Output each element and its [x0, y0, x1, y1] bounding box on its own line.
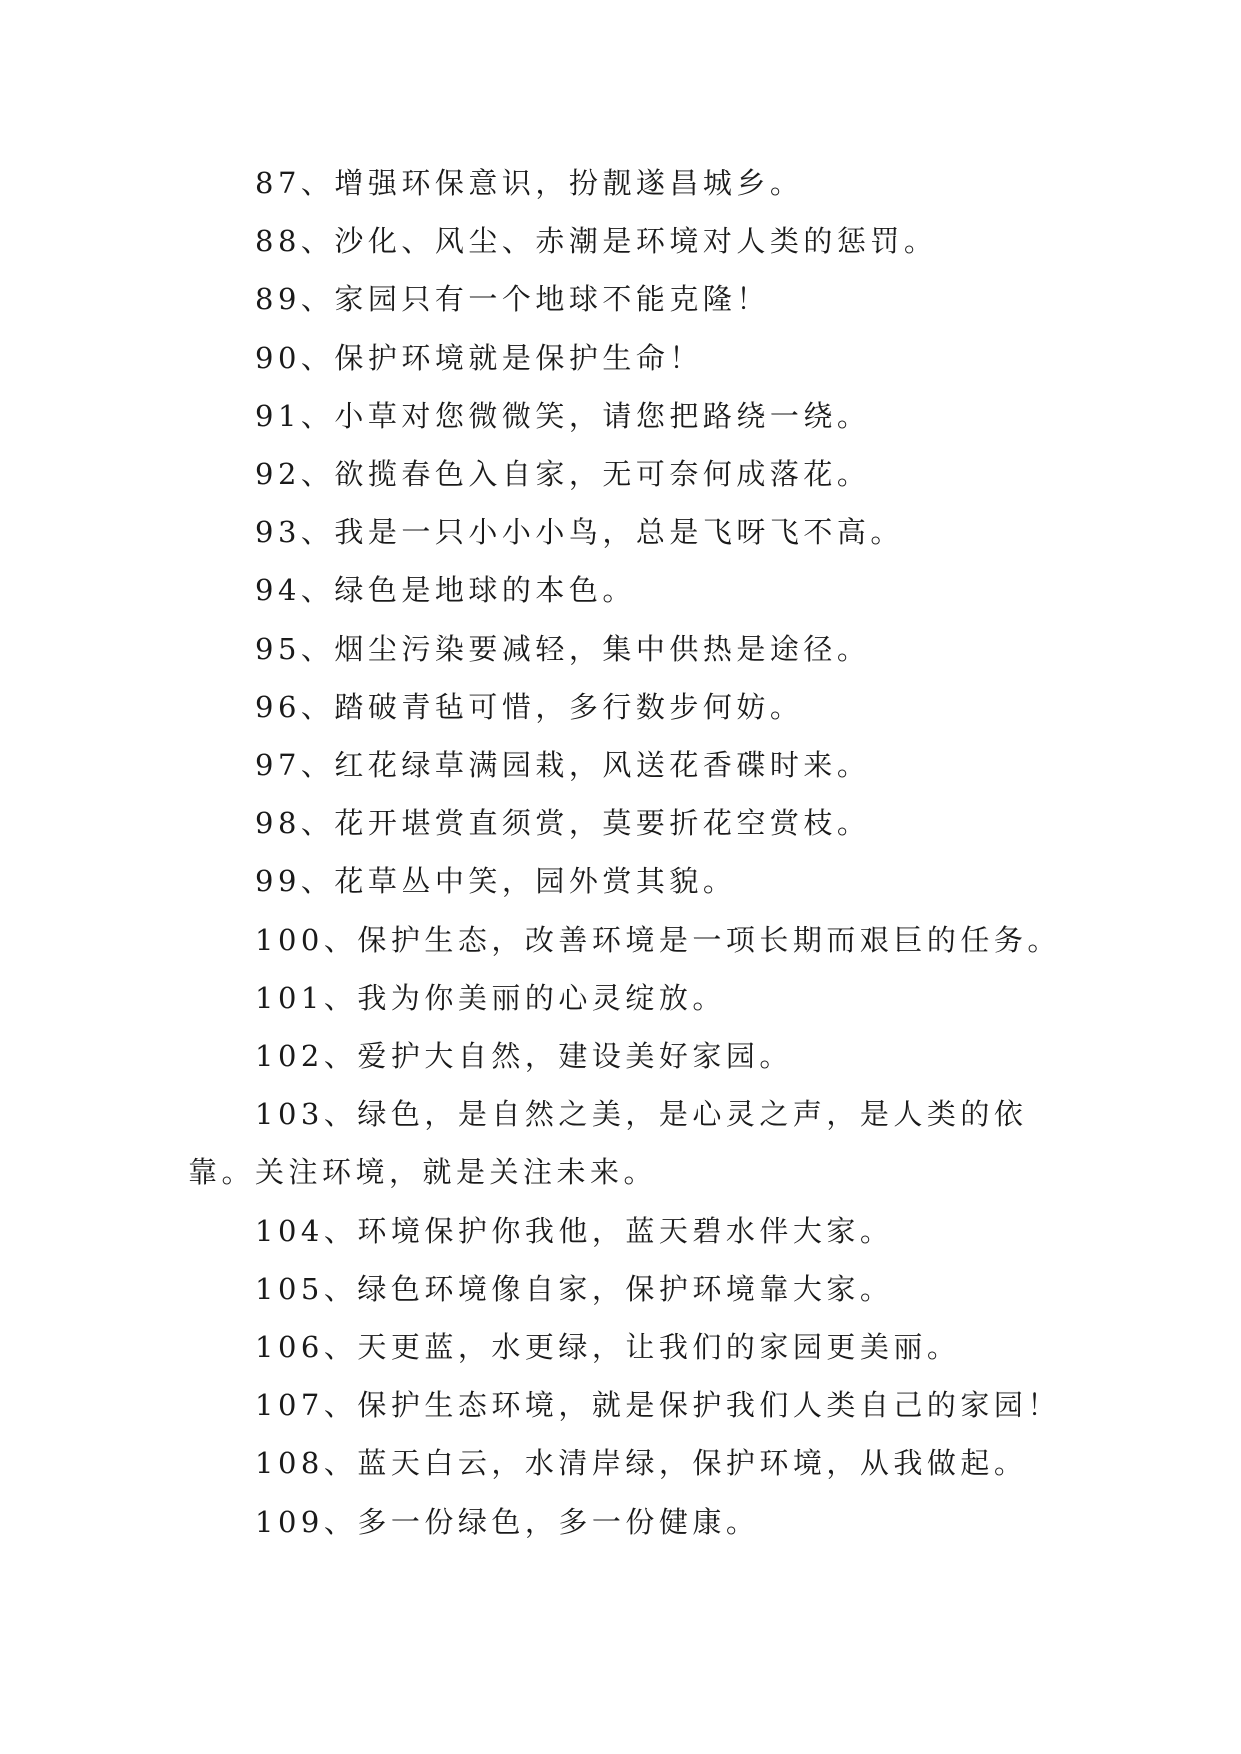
slogan-line: 95、烟尘污染要减轻，集中供热是途径。	[255, 631, 871, 666]
document-body	[188, 154, 1068, 1551]
slogan-line: 88、沙化、风尘、赤潮是环境对人类的惩罚。	[255, 224, 938, 259]
slogan-line: 99、花草丛中笑，园外赏其貌。	[255, 864, 737, 899]
slogan-line: 87、增强环保意识，扮靓遂昌城乡。	[255, 166, 804, 200]
slogan-line: 104、环境保护你我他，蓝天碧水伴大家。	[255, 1213, 894, 1248]
slogan-line: 102、爱护大自然，建设美好家园。	[255, 1039, 793, 1074]
slogan-line: 93、我是一只小小小鸟，总是飞呀飞不高。	[255, 515, 904, 550]
slogan-line: 96、踏破青毡可惜，多行数步何妨。	[255, 689, 804, 724]
slogan-line: 94、绿色是地球的本色。	[255, 573, 636, 608]
slogan-line-wrapped: 103、绿色，是自然之美，是心灵之声，是人类的依靠。关注环境，就是关注未来。	[188, 1097, 1028, 1190]
slogan-line: 105、绿色环境像自家，保护环境靠大家。	[255, 1271, 894, 1306]
slogan-line: 97、红花绿草满园栽，风送花香碟时来。	[255, 748, 871, 783]
slogan-line: 98、花开堪赏直须赏，莫要折花空赏枝。	[255, 806, 871, 841]
slogan-line: 101、我为你美丽的心灵绽放。	[255, 980, 726, 1015]
slogan-line: 107、保护生态环境，就是保护我们人类自己的家园！	[255, 1388, 1061, 1423]
slogan-line: 109、多一份绿色，多一份健康。	[255, 1504, 760, 1539]
slogan-line: 90、保护环境就是保护生命！	[255, 340, 703, 375]
slogan-line: 89、家园只有一个地球不能克隆！	[255, 282, 770, 317]
slogan-line: 92、欲揽春色入自家，无可奈何成落花。	[255, 457, 871, 492]
slogan-line: 91、小草对您微微笑，请您把路绕一绕。	[255, 398, 871, 433]
slogan-line: 100、保护生态，改善环境是一项长期而艰巨的任务。	[255, 922, 1061, 957]
slogan-line: 108、蓝天白云，水清岸绿，保护环境，从我做起。	[255, 1446, 1028, 1481]
slogan-line: 106、天更蓝，水更绿，让我们的家园更美丽。	[255, 1330, 961, 1365]
